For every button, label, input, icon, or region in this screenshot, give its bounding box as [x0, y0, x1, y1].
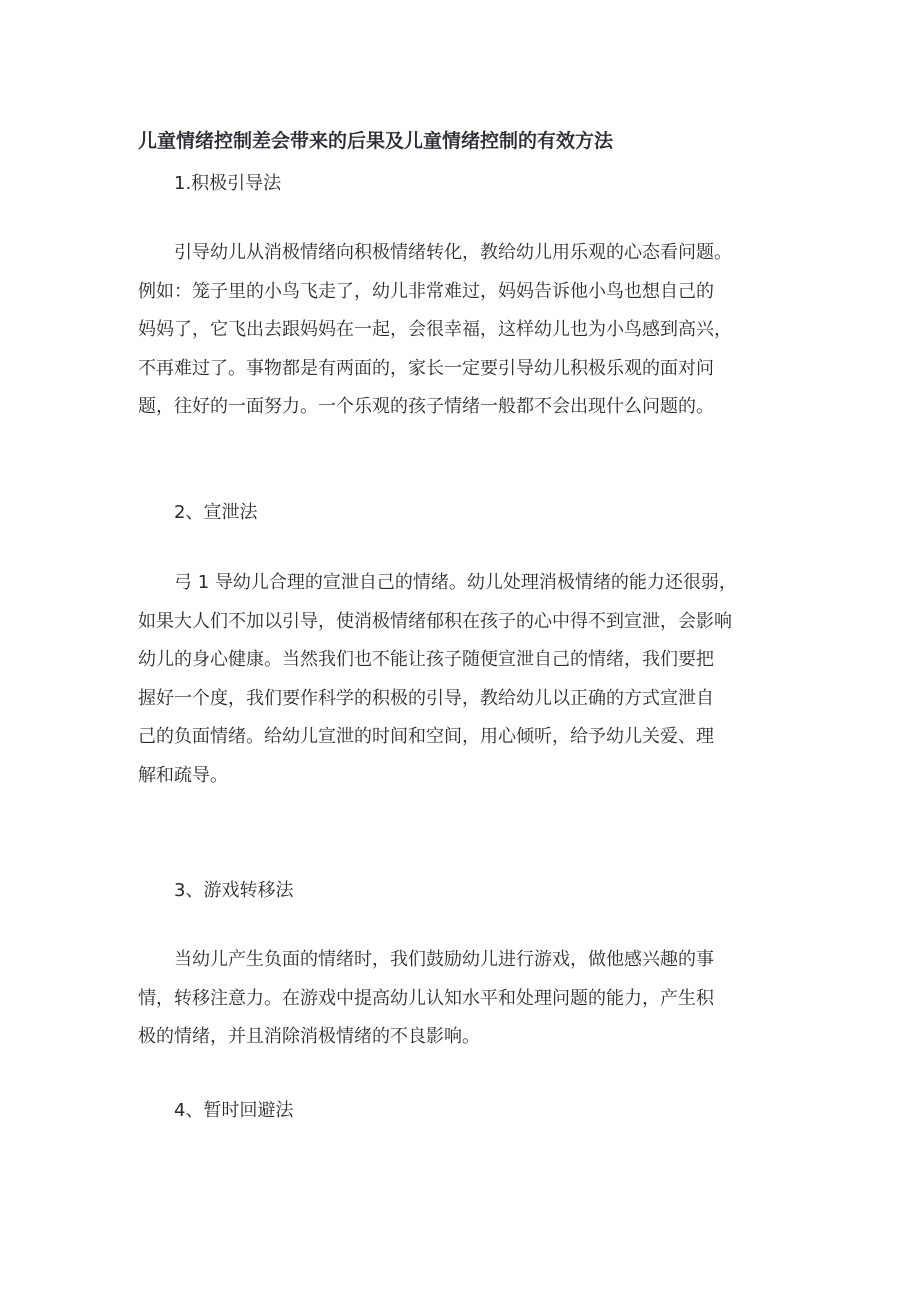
- paragraph-line: 握好一个度，我们要作科学的积极的引导，教给幼儿以正确的方式宣泄自: [138, 687, 714, 709]
- section-paragraph-3: [138, 941, 798, 1057]
- paragraph-line: 不再难过了。事物都是有两面的，家长一定要引导幼儿积极乐观的面对问: [138, 357, 714, 379]
- section-paragraph-1: [138, 234, 798, 427]
- paragraph-line: 极的情绪，并且消除消极情绪的不良影响。: [138, 1026, 480, 1047]
- section-heading-4: 4、暂时回避法: [174, 1100, 294, 1121]
- paragraph-line: 己的负面情绪。给幼儿宣泄的时间和空间，用心倾听，给予幼儿关爱、理: [138, 726, 714, 747]
- paragraph-line: 解和疏导。: [138, 764, 228, 786]
- paragraph-line: 如果大人们不加以引导，使消极情绪郁积在孩子的心中得不到宣泄，会影响: [138, 610, 732, 632]
- paragraph-line: 引导幼儿从消极情绪向积极情绪转化，教给幼儿用乐观的心态看问题。: [174, 242, 732, 263]
- section-heading-3: 3、游戏转移法: [174, 880, 294, 901]
- paragraph-line: 题，往好的一面努力。一个乐观的孩子情绪一般都不会出现什么问题的。: [138, 396, 714, 417]
- paragraph-line: 妈妈了，它飞出去跟妈妈在一起，会很幸福，这样幼儿也为小鸟感到高兴，: [138, 319, 732, 340]
- paragraph-line: 幼儿的身心健康。当然我们也不能让孩子随便宣泄自己的情绪，我们要把: [138, 649, 714, 670]
- paragraph-line: 当幼儿产生负面的情绪时，我们鼓励幼儿进行游戏，做他感兴趣的事: [174, 949, 714, 970]
- paragraph-line: 弓 1 导幼儿合理的宣泄自己的情绪。幼儿处理消极情绪的能力还很弱，: [174, 572, 737, 593]
- paragraph-line: 例如：笼子里的小鸟飞走了，幼儿非常难过，妈妈告诉他小鸟也想自己的: [138, 280, 714, 302]
- section-heading-2: 2、宣泄法: [174, 502, 258, 523]
- document-title: 儿童情绪控制差会带来的后果及儿童情绪控制的有效方法: [138, 130, 614, 152]
- section-heading-1: 1.积极引导法: [174, 173, 282, 194]
- section-paragraph-2: [138, 564, 798, 795]
- paragraph-line: 情，转移注意力。在游戏中提高幼儿认知水平和处理问题的能力，产生积: [138, 987, 714, 1009]
